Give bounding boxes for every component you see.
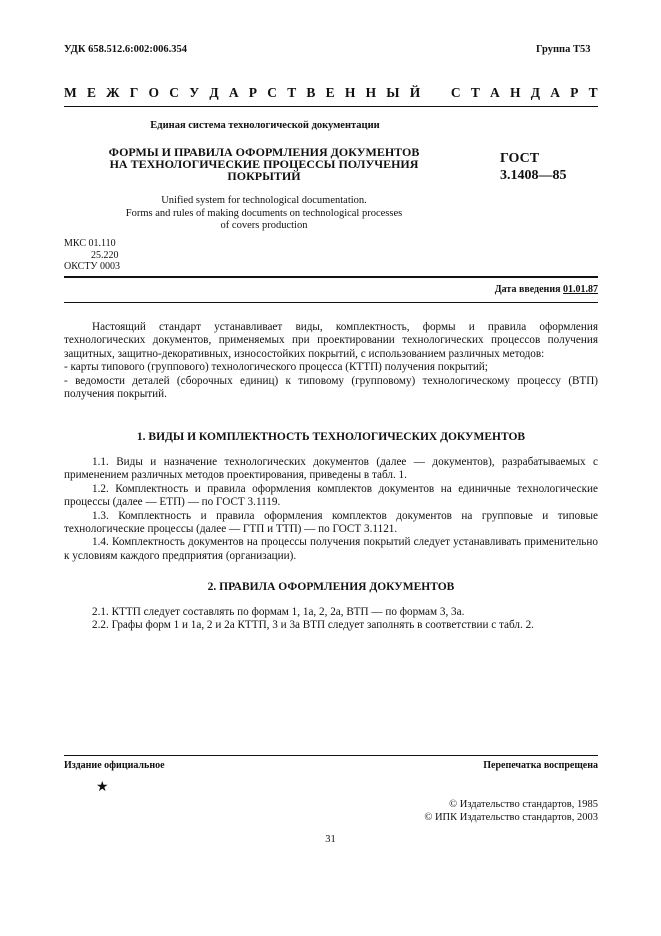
banner-letter: А xyxy=(490,85,500,100)
banner-letter: Т xyxy=(588,85,598,100)
clause-1-2: 1.2. Комплектность и правила оформления комплектов документов на единичные технологические процессы (далее — ЕТП) — по ГОСТ 3.1119. xyxy=(64,482,598,509)
introduction-date xyxy=(380,284,598,295)
title-block-divider xyxy=(64,276,598,278)
banner-letter: С xyxy=(450,85,461,100)
standard-title xyxy=(64,146,464,182)
documentation-system-title: Единая система технологической документации xyxy=(150,120,380,131)
banner-letter: Р xyxy=(248,85,258,100)
banner-letter: В xyxy=(306,85,316,100)
banner-letter: С xyxy=(169,85,179,100)
title-line: ФОРМЫ И ПРАВИЛА ОФОРМЛЕНИЯ ДОКУМЕНТОВ xyxy=(108,145,420,159)
copyright-1985: © Издательство стандартов, 1985 xyxy=(449,799,598,810)
banner-letter: Н xyxy=(365,85,377,100)
banner-letter: Е xyxy=(86,85,96,100)
banner-letter: А xyxy=(550,85,560,100)
banner-letter: О xyxy=(148,85,160,100)
clause-1-4: 1.4. Комплектность документов на процессы получения покрытий следует устанавливать применительно к условиям каждого предприятия (организации). xyxy=(64,536,598,562)
banner-letter: Т xyxy=(287,85,297,100)
english-title xyxy=(64,195,464,233)
date-value: 01.01.87 xyxy=(563,284,598,295)
reprint-prohibited-label: Перепечатка воспрещена xyxy=(483,760,598,771)
bullet-item: - карты типового (группового) технологического процесса (КТТП) получения покрытий; xyxy=(64,361,488,374)
interstate-standard-banner xyxy=(64,84,598,102)
date-divider xyxy=(64,302,598,303)
banner-letter: Д xyxy=(530,85,541,100)
banner-letter: У xyxy=(189,85,200,100)
banner-letter: Г xyxy=(129,85,139,100)
title-line: ПОКРЫТИЙ xyxy=(227,169,301,183)
english-title-line: Forms and rules of making documents on technological processes xyxy=(125,207,403,219)
clause-1-1: 1.1. Виды и назначение технологических документов (далее — документов), разрабатываемых с применением различных методов проектирования, приведены в табл. 1. xyxy=(64,456,598,482)
mks-code: МКС 01.110 xyxy=(64,238,116,249)
gost-label: ГОСТ xyxy=(500,151,540,166)
okstu-code: ОКСТУ 0003 xyxy=(64,261,121,272)
official-edition-label: Издание официальное xyxy=(64,760,165,771)
section-2-body xyxy=(64,606,598,633)
section-1-body xyxy=(64,456,598,563)
intro-block xyxy=(64,321,598,401)
copyright-2003: © ИПК Издательство стандартов, 2003 xyxy=(424,812,598,823)
title-line: НА ТЕХНОЛОГИЧЕСКИЕ ПРОЦЕССЫ ПОЛУЧЕНИЯ xyxy=(109,157,419,171)
banner-letter: Д xyxy=(209,85,219,100)
banner-letter: Т xyxy=(470,85,480,100)
group-code: Группа Т53 xyxy=(536,44,591,55)
banner-letter: М xyxy=(64,85,77,100)
header-divider xyxy=(64,106,598,107)
intro-paragraph: Настоящий стандарт устанавливает виды, комплектность, формы и правила оформления технологических документов, применяемых при проектировании технологических процессов получения защитных, защитно-декоративных, износостойких покрытий, с использованием различных методов: xyxy=(64,321,598,360)
footer-divider xyxy=(64,755,598,756)
banner-letter: Ы xyxy=(386,85,400,100)
bullet-item: - ведомости деталей (сборочных единиц) к типовому (групповому) технологическому процессу (ВТП) получения покрытий. xyxy=(64,374,598,401)
clause-2-2: 2.2. Графы форм 1 и 1а, 2 и 2а КТТП, 3 и 3а ВТП следует заполнять в соответствии с табл. 2. xyxy=(92,619,534,632)
english-title-line: Unified system for technological documentation. xyxy=(161,195,367,206)
gost-number: 3.1408—85 xyxy=(500,168,567,183)
banner-letter: Р xyxy=(570,85,579,100)
section-2-heading: 2. ПРАВИЛА ОФОРМЛЕНИЯ ДОКУМЕНТОВ xyxy=(207,581,455,593)
clause-2-1: 2.1. КТТП следует составлять по формам 1, 1а, 2, 2а, ВТП — по формам 3, 3а. xyxy=(92,606,465,618)
page-number: 31 xyxy=(325,834,336,845)
section-1-heading: 1. ВИДЫ И КОМПЛЕКТНОСТЬ ТЕХНОЛОГИЧЕСКИХ ДОКУМЕНТОВ xyxy=(136,431,526,443)
banner-letter: Н xyxy=(344,85,356,100)
star-icon: ★ xyxy=(96,780,109,795)
banner-letter: Н xyxy=(510,85,521,100)
banner-letter: Е xyxy=(325,85,335,100)
classification-codes xyxy=(64,238,120,273)
banner-letter: Й xyxy=(409,85,421,100)
banner-letter: А xyxy=(228,85,239,100)
mks-code-2: 25.220 xyxy=(91,249,119,261)
clause-1-3: 1.3. Комплектность и правила оформления комплектов документов на групповые и типовые технологические процессы (далее — ГТП и ТТП) — по ГОСТ 3.1121. xyxy=(64,509,598,536)
gost-designation xyxy=(500,150,600,184)
english-title-line: of covers production xyxy=(220,220,308,231)
udk-code: УДК 658.512.6:002:006.354 xyxy=(64,44,187,55)
banner-letter: С xyxy=(267,85,277,100)
date-label: Дата введения xyxy=(494,284,561,295)
banner-letter: Ж xyxy=(106,85,120,100)
